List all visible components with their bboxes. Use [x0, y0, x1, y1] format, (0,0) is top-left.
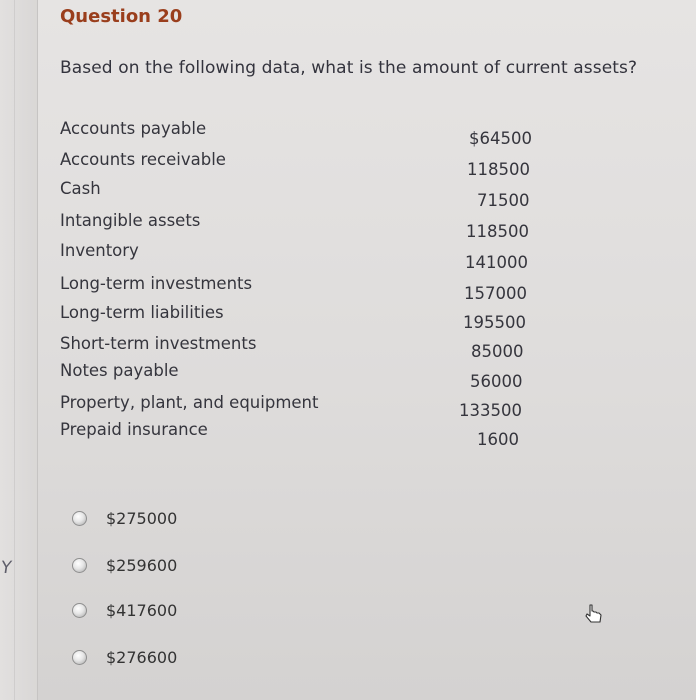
item-value-property-plant-equipment: 133500 — [459, 401, 522, 420]
item-value-long-term-investments: 157000 — [464, 284, 527, 303]
radio-button[interactable] — [72, 650, 87, 665]
radio-button[interactable] — [72, 603, 87, 618]
question-title: Question 20 — [60, 6, 183, 27]
radio-button[interactable] — [72, 558, 87, 573]
item-value-cash: 71500 — [477, 191, 530, 210]
hand-cursor-icon — [584, 603, 606, 625]
item-value-short-term-investments: 85000 — [471, 342, 524, 361]
answer-option-label[interactable]: $276600 — [106, 648, 178, 667]
item-label-accounts-payable: Accounts payable — [60, 119, 207, 138]
question-text: Based on the following data, what is the amount of current assets? — [60, 58, 638, 78]
item-value-inventory: 141000 — [465, 253, 528, 272]
item-label-intangible-assets: Intangible assets — [60, 211, 201, 230]
item-label-accounts-receivable: Accounts receivable — [60, 150, 226, 169]
item-value-notes-payable: 56000 — [470, 372, 523, 391]
answer-option-label[interactable]: $275000 — [106, 509, 178, 528]
item-label-long-term-investments: Long-term investments — [60, 274, 253, 293]
item-value-long-term-liabilities: 195500 — [463, 313, 526, 332]
item-label-short-term-investments: Short-term investments — [60, 334, 257, 353]
item-label-prepaid-insurance: Prepaid insurance — [60, 420, 208, 439]
left-sidebar-strip — [0, 0, 38, 700]
item-value-intangible-assets: 118500 — [466, 222, 529, 241]
radio-button[interactable] — [72, 511, 87, 526]
answer-option-label[interactable]: $417600 — [106, 601, 178, 620]
item-value-prepaid-insurance: 1600 — [477, 430, 519, 449]
sidebar-divider — [14, 0, 15, 700]
item-label-property-plant-equipment: Property, plant, and equipment — [60, 393, 319, 412]
item-label-inventory: Inventory — [60, 241, 139, 260]
item-value-accounts-receivable: 118500 — [467, 160, 530, 179]
item-value-accounts-payable: $64500 — [469, 129, 532, 148]
item-label-notes-payable: Notes payable — [60, 361, 179, 380]
sidebar-mark: Y — [0, 558, 13, 578]
item-label-cash: Cash — [60, 179, 101, 198]
item-label-long-term-liabilities: Long-term liabilities — [60, 303, 224, 322]
answer-option-label[interactable]: $259600 — [106, 556, 178, 575]
